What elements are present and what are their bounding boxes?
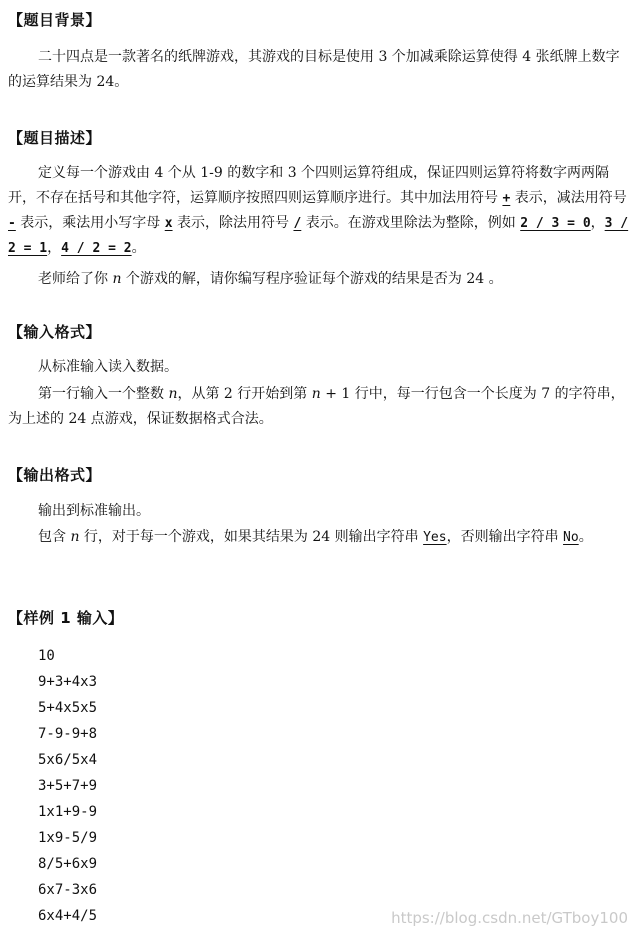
sample-line: 7-9-9+8 — [38, 726, 98, 742]
division-example-3: 4 / 2 = 2 — [61, 241, 132, 256]
variable-n: n — [311, 386, 321, 402]
output-format-paragraph-1: 输出到标准输出。 — [38, 503, 150, 519]
variable-n: n — [70, 529, 80, 545]
variable-n: n — [112, 271, 122, 287]
variable-n: n — [168, 386, 178, 402]
input-format-heading: 【输入格式】 — [8, 323, 102, 341]
sample-line: 6x7-3x6 — [38, 882, 98, 898]
yes-output: Yes — [423, 530, 447, 545]
no-output: No — [563, 530, 579, 545]
minus-operator: - — [8, 216, 16, 231]
division-example-1: 2 / 3 = 0 — [520, 216, 591, 231]
sample-line: 8/5+6x9 — [38, 856, 98, 872]
input-format-paragraph-2: 第一行输入一个整数 n，从第 2 行开始到第 n + 1 行中，每一行包含一个长度为 7 的字符串，为上述的 24 点游戏，保证数据格式合法。 — [8, 386, 625, 427]
sample-line: 6x4+4/5 — [38, 908, 98, 924]
background-heading: 【题目背景】 — [8, 11, 102, 29]
sample-line: 10 — [38, 648, 55, 664]
divide-operator: / — [293, 216, 302, 231]
background-text: 二十四点是一款著名的纸牌游戏，其游戏的目标是使用 3 个加减乘除运算使得 4 张纸牌上数字的运算结果为 24。 — [8, 49, 620, 90]
watermark: https://blog.csdn.net/GTboy100 — [391, 909, 628, 927]
output-format-paragraph-2: 包含 n 行，对于每一个游戏，如果其结果为 24 则输出字符串 Yes，否则输出字符串 No。 — [38, 529, 593, 545]
output-format-heading: 【输出格式】 — [8, 466, 102, 484]
sample-line: 3+5+7+9 — [38, 778, 98, 794]
description-paragraph-2: 老师给了你 n 个游戏的解，请你编写程序验证每个游戏的结果是否为 24 。 — [38, 271, 503, 287]
division-example-2: 3 / 2 = 1 — [8, 216, 629, 256]
input-format-paragraph-1: 从标准输入读入数据。 — [38, 359, 178, 375]
multiply-operator: x — [164, 216, 173, 231]
sample-line: 9+3+4x3 — [38, 674, 98, 690]
description-paragraph-1: 定义每一个游戏由 4 个从 1-9 的数字和 3 个四则运算符组成，保证四则运算符将数字两两隔开，不存在括号和其他字符，运算顺序按照四则运算顺序进行。其中加法用符号 + 表示，减法用符号 - 表示，乘法用小写字母 x 表示，除法用符号 / 表示。在游戏里除法为整除，例如 2 / 3 = 0，3 / 2 = 1，4 / 2 = 2。 — [8, 165, 629, 256]
sample-line: 1x1+9-9 — [38, 804, 98, 820]
sample-input-lines — [38, 643, 97, 929]
sample-line: 5+4x5x5 — [38, 700, 98, 716]
description-heading: 【题目描述】 — [8, 129, 102, 147]
plus-operator: + — [502, 191, 511, 206]
sample-line: 5x6/5x4 — [38, 752, 98, 768]
sample-input-heading: 【样例 1 输入】 — [8, 609, 124, 627]
sample-line: 1x9-5/9 — [38, 830, 98, 846]
